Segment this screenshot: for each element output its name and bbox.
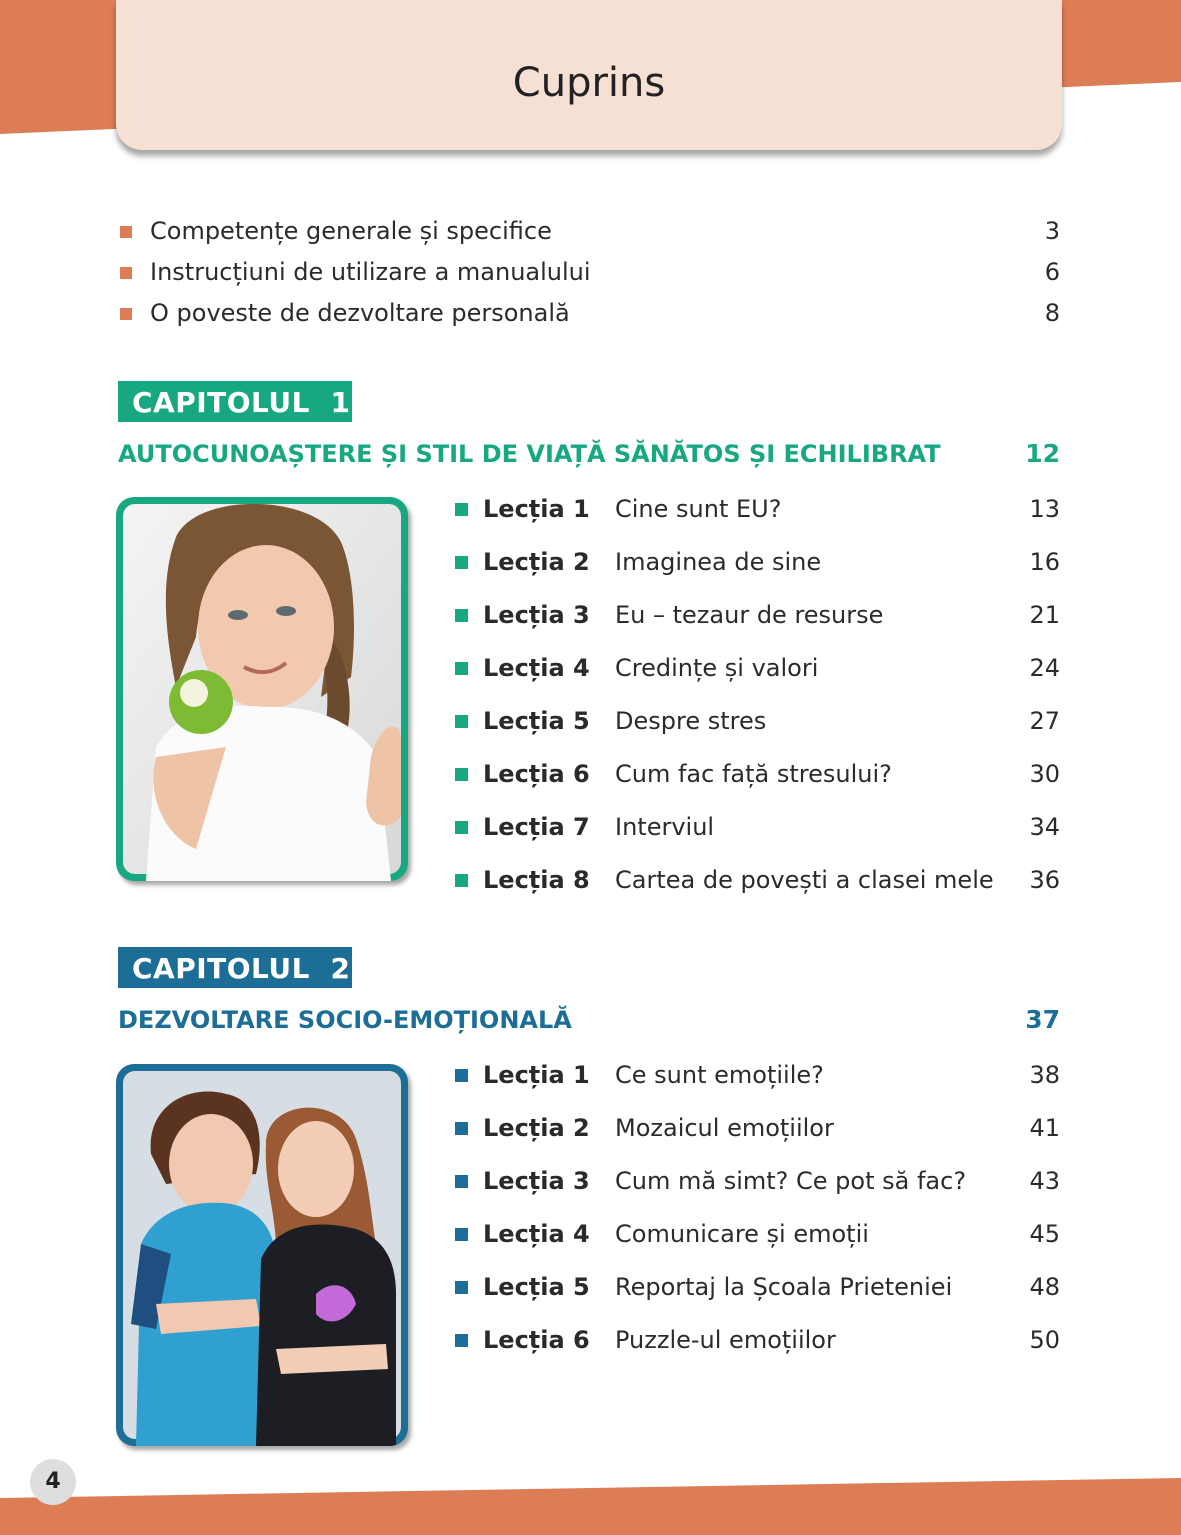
lesson-name: Puzzle-ul emoțiilor [615, 1326, 836, 1354]
intro-item-page: 3 [1044, 217, 1060, 245]
lesson-name: Imaginea de sine [615, 548, 822, 576]
intro-item[interactable] [118, 212, 1060, 253]
lesson-name: Eu – tezaur de resurse [615, 601, 884, 629]
lesson-number: Lecția 4 [483, 654, 590, 682]
lesson-item[interactable] [455, 812, 1060, 865]
page-title: Cuprins [512, 60, 666, 106]
lesson-name: Cum fac față stresului? [615, 760, 892, 788]
lesson-item[interactable] [455, 600, 1060, 653]
lesson-name: Cartea de povești a clasei mele [615, 866, 994, 894]
square-bullet-icon [455, 662, 468, 675]
square-bullet-icon [120, 267, 132, 279]
lesson-page: 16 [1029, 548, 1060, 576]
lesson-number: Lecția 1 [483, 1061, 590, 1089]
lesson-page: 13 [1029, 495, 1060, 523]
lesson-item[interactable] [455, 706, 1060, 759]
intro-item-page: 6 [1044, 258, 1060, 286]
lesson-page: 41 [1029, 1114, 1060, 1142]
lesson-number: Lecția 3 [483, 601, 590, 629]
lesson-name: Reportaj la Școala Prieteniei [615, 1273, 953, 1301]
lesson-number: Lecția 5 [483, 1273, 590, 1301]
lesson-number: Lecția 3 [483, 1167, 590, 1195]
lesson-number: Lecția 2 [483, 548, 590, 576]
lesson-item[interactable] [455, 1113, 1060, 1166]
square-bullet-icon [455, 503, 468, 516]
square-bullet-icon [120, 226, 132, 238]
square-bullet-icon [120, 308, 132, 320]
chapter-2-badge: CAPITOLUL 2 [118, 947, 352, 988]
lesson-item[interactable] [455, 1325, 1060, 1378]
lesson-page: 43 [1029, 1167, 1060, 1195]
square-bullet-icon [455, 1122, 468, 1135]
chapter-1-lessons [455, 494, 1060, 918]
chapter-1-page: 12 [1025, 439, 1060, 468]
lesson-number: Lecția 4 [483, 1220, 590, 1248]
lesson-item[interactable] [455, 759, 1060, 812]
lesson-page: 30 [1029, 760, 1060, 788]
lesson-page: 38 [1029, 1061, 1060, 1089]
lesson-number: Lecția 1 [483, 495, 590, 523]
chapter-2-title[interactable] [118, 1000, 1060, 1040]
lesson-number: Lecția 6 [483, 1326, 590, 1354]
intro-item-label: Instrucțiuni de utilizare a manualului [150, 258, 591, 286]
lesson-item[interactable] [455, 865, 1060, 918]
lesson-page: 21 [1029, 601, 1060, 629]
lesson-name: Interviul [615, 813, 715, 841]
lesson-name: Ce sunt emoțiile? [615, 1061, 824, 1089]
lesson-number: Lecția 5 [483, 707, 590, 735]
lesson-page: 50 [1029, 1326, 1060, 1354]
lesson-page: 36 [1029, 866, 1060, 894]
lesson-item[interactable] [455, 1060, 1060, 1113]
lesson-item[interactable] [455, 653, 1060, 706]
square-bullet-icon [455, 609, 468, 622]
lesson-item[interactable] [455, 1219, 1060, 1272]
lesson-name: Cine sunt EU? [615, 495, 782, 523]
title-panel [116, 0, 1062, 150]
bottom-orange-band [0, 1470, 1181, 1535]
page-number: 4 [30, 1459, 76, 1505]
lesson-name: Despre stres [615, 707, 767, 735]
square-bullet-icon [455, 715, 468, 728]
lesson-number: Lecția 8 [483, 866, 590, 894]
lesson-page: 34 [1029, 813, 1060, 841]
chapter-1-title[interactable] [118, 434, 1060, 474]
square-bullet-icon [455, 821, 468, 834]
square-bullet-icon [455, 1228, 468, 1241]
lesson-name: Cum mă simt? Ce pot să fac? [615, 1167, 967, 1195]
square-bullet-icon [455, 1334, 468, 1347]
square-bullet-icon [455, 1069, 468, 1082]
chapter-2-page: 37 [1025, 1005, 1060, 1034]
square-bullet-icon [455, 768, 468, 781]
lesson-name: Comunicare și emoții [615, 1220, 869, 1248]
intro-list [118, 212, 1060, 335]
lesson-item[interactable] [455, 1272, 1060, 1325]
lesson-number: Lecția 7 [483, 813, 590, 841]
square-bullet-icon [455, 1281, 468, 1294]
square-bullet-icon [455, 874, 468, 887]
square-bullet-icon [455, 1175, 468, 1188]
intro-item-label: O poveste de dezvoltare personală [150, 299, 570, 327]
lesson-page: 27 [1029, 707, 1060, 735]
lesson-name: Mozaicul emoțiilor [615, 1114, 834, 1142]
lesson-page: 45 [1029, 1220, 1060, 1248]
lesson-number: Lecția 6 [483, 760, 590, 788]
intro-item-label: Competențe generale și specifice [150, 217, 552, 245]
lesson-item[interactable] [455, 1166, 1060, 1219]
lesson-page: 48 [1029, 1273, 1060, 1301]
lesson-item[interactable] [455, 547, 1060, 600]
lesson-page: 24 [1029, 654, 1060, 682]
square-bullet-icon [455, 556, 468, 569]
chapter-1-badge: CAPITOLUL 1 [118, 381, 352, 422]
intro-item[interactable] [118, 253, 1060, 294]
chapter-2-lessons [455, 1060, 1060, 1378]
lesson-name: Credințe și valori [615, 654, 819, 682]
lesson-item[interactable] [455, 494, 1060, 547]
intro-item-page: 8 [1044, 299, 1060, 327]
chapter-1-photo [116, 497, 408, 881]
chapter-1-title-text: AUTOCUNOAȘTERE ȘI STIL DE VIAȚĂ SĂNĂTOS ȘI ECHILIBRAT [118, 440, 941, 468]
intro-item[interactable] [118, 294, 1060, 335]
chapter-2-photo [116, 1064, 408, 1446]
lesson-number: Lecția 2 [483, 1114, 590, 1142]
chapter-2-title-text: DEZVOLTARE SOCIO-EMOȚIONALĂ [118, 1006, 572, 1034]
